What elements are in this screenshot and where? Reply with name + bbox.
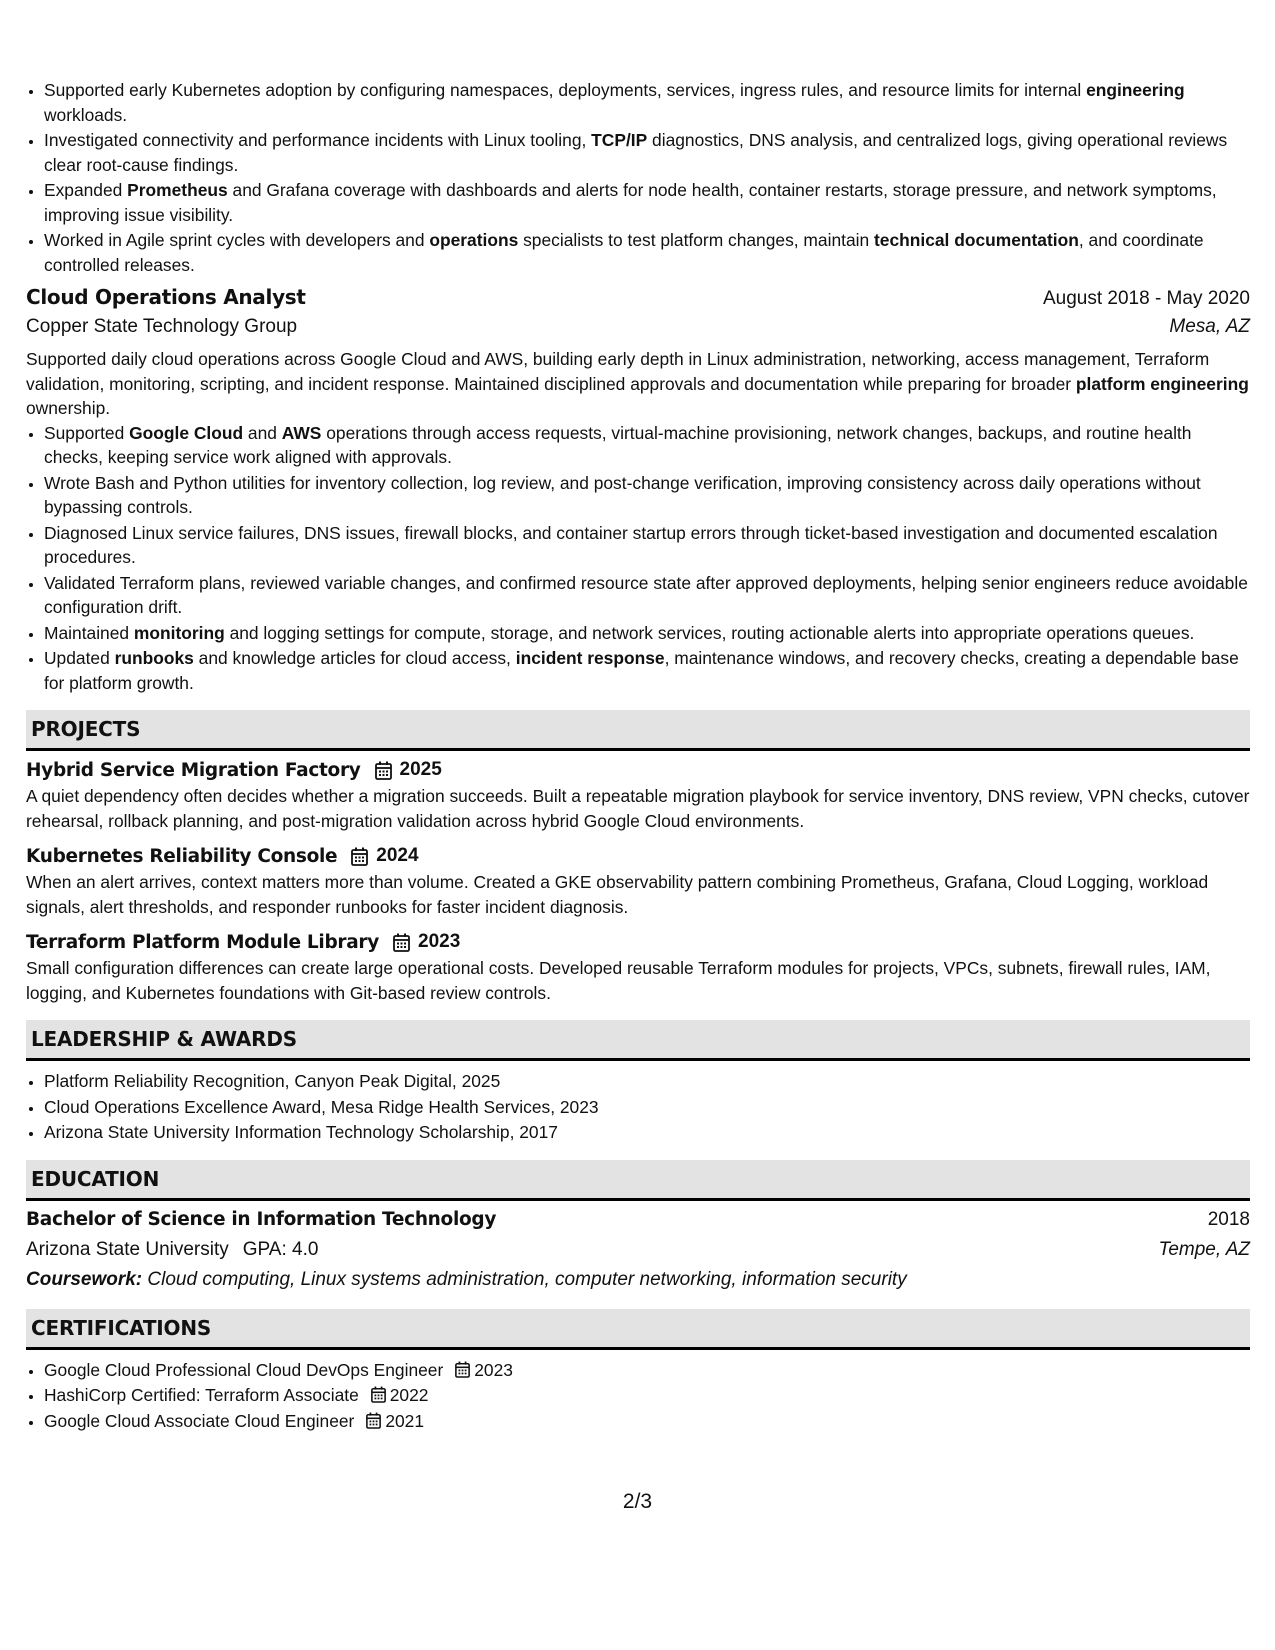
text-segment: Supported daily cloud operations across Google Cloud and AWS, building early depth in Linux administration, networking, access management, Terraform validation, monitoring, scripting, and incident response. Maintained disciplined approvals and documentation while preparing for broader xyxy=(26,349,1210,394)
text-segment: Validated Terraform plans, reviewed variable changes, and confirmed resource state after approved deployments, helping senior engineers reduce avoidable configuration drift. xyxy=(44,572,1248,617)
experience-bullets-continued xyxy=(26,78,1250,277)
job-title: Cloud Operations Analyst xyxy=(26,285,306,309)
list-item xyxy=(44,178,1250,227)
text-segment: Updated xyxy=(44,648,115,668)
certification-name: Google Cloud Professional Cloud DevOps Engineer xyxy=(44,1359,444,1380)
text-segment: specialists to test platform changes, maintain xyxy=(518,230,874,250)
coursework xyxy=(26,1269,1250,1291)
text-segment: Supported xyxy=(44,422,130,443)
list-item: • Platform Reliability Recognition, Canyon Peak Digital, 2025 xyxy=(44,1069,1250,1094)
list-item xyxy=(44,621,1250,646)
school-location: Tempe, AZ xyxy=(1158,1238,1250,1260)
list-item xyxy=(44,421,1250,470)
education-section-header xyxy=(26,1160,1250,1201)
company-name: Copper State Technology Group xyxy=(26,316,298,337)
certification-year: 2021 xyxy=(385,1410,425,1431)
page-number: 2/3 xyxy=(622,1490,653,1513)
text-segment: and logging settings for compute, storage, and network services, routing actionable alerts into appropriate operations queues. xyxy=(224,622,1195,643)
project-item xyxy=(26,931,1250,1005)
list-item xyxy=(44,571,1250,620)
project-year: 2023 xyxy=(418,931,461,952)
degree-name: Bachelor of Science in Information Technology xyxy=(26,1208,497,1230)
text-segment: and knowledge articles for cloud access, xyxy=(193,648,516,668)
bold-text: Google Cloud xyxy=(129,422,244,443)
list-item xyxy=(44,1358,1250,1383)
text-segment: Maintained xyxy=(44,622,134,643)
certification-year: 2023 xyxy=(474,1359,513,1380)
project-description: Small configuration differences can create large operational costs. Developed reusable Terraform modules for projects, VPCs, subnets, firewall rules, IAM, logging, and Kubernetes foundations with Git-based review controls. xyxy=(26,958,1211,1003)
bold-text: runbooks xyxy=(114,648,194,668)
bold-text: platform engineering xyxy=(1075,373,1249,394)
list-item: • Arizona State University Information Technology Scholarship, 2017 xyxy=(44,1120,1250,1145)
job-bullets xyxy=(26,421,1250,696)
calendar-icon xyxy=(375,761,392,780)
text-segment: ownership. xyxy=(26,398,111,418)
project-year: 2024 xyxy=(376,845,419,866)
job-location: Mesa, AZ xyxy=(1169,316,1250,337)
bold-text: operations xyxy=(429,230,519,250)
project-item xyxy=(26,845,1250,919)
text-segment: and xyxy=(243,422,282,443)
text-segment: Wrote Bash and Python utilities for inventory collection, log review, and post-change verification, improving consistency across daily operations without bypassing controls. xyxy=(44,472,1201,517)
text-segment: workloads. xyxy=(44,104,128,125)
list-item xyxy=(44,646,1250,695)
list-item xyxy=(44,521,1250,570)
text-segment: Diagnosed Linux service failures, DNS issues, firewall blocks, and container startup errors through ticket-based investigation and documented escalation procedures. xyxy=(44,522,1218,567)
bold-text: technical documentation xyxy=(874,230,1079,250)
bold-text: incident response xyxy=(515,648,665,668)
certification-year: 2022 xyxy=(389,1385,429,1405)
text-segment: operations through access requests, virtual-machine provisioning, network changes, backups, and routine health checks, keeping service work aligned with approvals. xyxy=(44,422,1192,467)
job-header xyxy=(26,285,1250,310)
bold-text: engineering xyxy=(1086,80,1185,100)
text-segment: , maintenance windows, and recovery checks, creating a dependable base for platform growth. xyxy=(44,648,1239,693)
calendar-icon xyxy=(455,1361,470,1378)
list-item xyxy=(44,78,1250,127)
text-segment: Investigated connectivity and performance incidents with Linux tooling, xyxy=(44,130,592,150)
bold-text: Prometheus xyxy=(127,180,228,200)
job-dates: August 2018 - May 2020 xyxy=(1042,288,1250,309)
text-segment: Expanded xyxy=(44,180,128,200)
resume-page xyxy=(26,78,1250,1434)
certifications-section-header xyxy=(26,1309,1250,1350)
certifications-list xyxy=(26,1358,1250,1434)
list-item: • Cloud Operations Excellence Award, Mesa Ridge Health Services, 2023 xyxy=(44,1095,1250,1120)
leadership-list xyxy=(26,1069,1250,1145)
text-segment: , and coordinate controlled releases. xyxy=(44,230,1204,275)
coursework-label: Coursework: xyxy=(26,1268,143,1290)
leadership-section-header xyxy=(26,1020,1250,1061)
project-year: 2025 xyxy=(399,759,442,780)
section-title: EDUCATION xyxy=(31,1166,160,1191)
graduation-year: 2018 xyxy=(1207,1208,1250,1230)
text-segment: Worked in Agile sprint cycles with developers and xyxy=(44,230,430,250)
project-description: A quiet dependency often decides whether a migration succeeds. Built a repeatable migration playbook for service inventory, DNS review, VPN checks, cutover rehearsal, rollback planning, and post-migration validation across hybrid Google Cloud environments. xyxy=(26,786,1250,831)
text-segment: diagnostics, DNS analysis, and centralized logs, giving operational reviews clear root-cause findings. xyxy=(44,130,1228,175)
projects-section-header xyxy=(26,710,1250,751)
job-summary xyxy=(26,347,1250,421)
bold-text: monitoring xyxy=(133,622,225,643)
project-name: Kubernetes Reliability Console xyxy=(26,845,338,867)
list-item xyxy=(44,1409,1250,1434)
section-title: LEADERSHIP & AWARDS xyxy=(31,1027,297,1051)
gpa: GPA: 4.0 xyxy=(242,1238,319,1260)
education-subheader xyxy=(26,1239,1250,1261)
certification-name: HashiCorp Certified: Terraform Associate xyxy=(44,1385,359,1405)
section-title: CERTIFICATIONS xyxy=(31,1315,212,1340)
coursework-text: Cloud computing, Linux systems administration, computer networking, information security xyxy=(147,1268,907,1290)
calendar-icon xyxy=(366,1412,381,1429)
list-item xyxy=(44,471,1250,520)
section-title: PROJECTS xyxy=(31,717,141,741)
bold-text: AWS xyxy=(281,422,322,443)
list-item xyxy=(44,1383,1250,1408)
project-description: When an alert arrives, context matters more than volume. Created a GKE observability pattern combining Prometheus, Grafana, Cloud Logging, workload signals, alert thresholds, and responder runbooks for faster incident diagnosis. xyxy=(26,872,1209,917)
project-name: Hybrid Service Migration Factory xyxy=(26,759,361,781)
text-segment: and Grafana coverage with dashboards and alerts for node health, container restarts, storage pressure, and network symptoms, improving issue visibility. xyxy=(44,180,1217,225)
project-item xyxy=(26,759,1250,833)
calendar-icon xyxy=(371,1386,386,1403)
job-subheader xyxy=(26,316,1250,338)
list-item xyxy=(44,228,1250,277)
calendar-icon xyxy=(351,847,368,866)
text-segment: Supported early Kubernetes adoption by configuring namespaces, deployments, services, ingress rules, and resource limits for internal xyxy=(44,80,1087,100)
education-header xyxy=(26,1209,1250,1231)
certification-name: Google Cloud Associate Cloud Engineer xyxy=(44,1410,355,1431)
bold-text: TCP/IP xyxy=(591,130,648,150)
calendar-icon xyxy=(393,933,410,952)
list-item xyxy=(44,128,1250,177)
project-name: Terraform Platform Module Library xyxy=(26,931,379,953)
school-name: Arizona State University xyxy=(26,1238,229,1260)
